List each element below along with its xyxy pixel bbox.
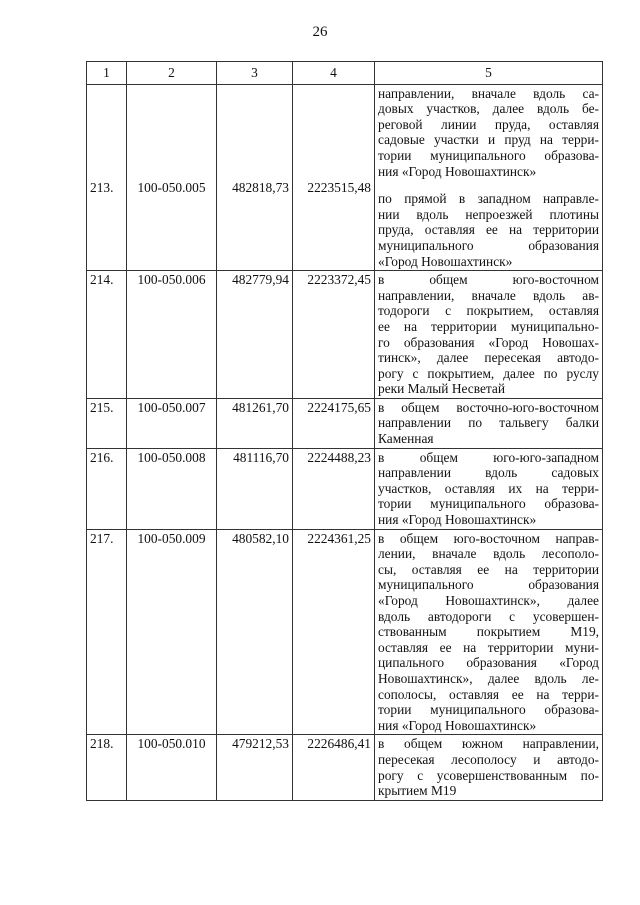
description-line: вдоль автодороги с усовершен- <box>378 608 599 624</box>
description-line: тории муниципального образова- <box>378 702 599 718</box>
table-header-row <box>87 62 603 85</box>
row-number: 213. <box>90 179 114 195</box>
description-line: ния «Город Новошахтинск» <box>378 163 537 179</box>
row-number: 214. <box>90 272 114 288</box>
page-number: 26 <box>312 24 328 40</box>
x-coordinate-cell <box>217 735 293 800</box>
description-line: в общем юго-юго-западном <box>378 449 599 465</box>
description-cell <box>375 735 603 800</box>
row-number-cell <box>87 735 127 800</box>
x-coordinate: 481261,70 <box>232 399 289 415</box>
row-number: 217. <box>90 530 114 546</box>
row-description <box>378 272 599 397</box>
description-line: направлении вдоль садовых <box>378 465 599 481</box>
row-number-cell <box>87 448 127 529</box>
row-description <box>378 736 599 798</box>
description-line: довых участков, далее вдоль бе- <box>378 101 599 117</box>
point-code-cell <box>127 398 217 448</box>
point-code-cell <box>127 735 217 800</box>
description-line: пруда, оставляя ее на территории <box>378 222 599 238</box>
description-line: направлении, вначале вдоль са- <box>378 85 599 101</box>
y-coordinate: 2224175,65 <box>307 399 371 415</box>
description-cell <box>375 529 603 735</box>
boundary-table <box>86 61 603 801</box>
y-coordinate: 2224488,23 <box>307 449 371 465</box>
point-code: 100-050.007 <box>137 399 206 415</box>
point-code: 100-050.010 <box>137 736 206 752</box>
x-coordinate-cell <box>217 398 293 448</box>
description-line: по прямой в западном направле- <box>378 191 599 207</box>
point-code-cell <box>127 84 217 271</box>
description-line: муниципального образования <box>378 237 599 253</box>
row-number-cell <box>87 398 127 448</box>
description-line: тодороги с покрытием, оставляя <box>378 303 599 319</box>
description-line: сы, оставляя ее на территории <box>378 561 599 577</box>
description-line: ствованным покрытием М19, <box>378 624 599 640</box>
header-col-5: 5 <box>375 62 603 85</box>
x-coordinate: 480582,10 <box>232 530 289 546</box>
continuation-description <box>378 86 599 180</box>
description-line: ципального образования «Город <box>378 655 599 671</box>
description-line: тинск», далее пересекая автодо- <box>378 350 599 366</box>
description-line: лении, вначале вдоль лесополо- <box>378 546 599 562</box>
description-line: тории муниципального образова- <box>378 496 599 512</box>
description-line: нии вдоль непроезжей плотины <box>378 206 599 222</box>
description-line: ее на территории муниципально- <box>378 318 599 334</box>
row-number: 215. <box>90 399 114 415</box>
description-line: реки Малый Несветай <box>378 381 506 397</box>
description-line: рогу с покрытием, далее по руслу <box>378 365 599 381</box>
description-line: в общем восточно-юго-восточном <box>378 399 599 415</box>
x-coordinate: 482779,94 <box>232 272 289 288</box>
point-code-cell <box>127 529 217 735</box>
table-row <box>87 84 603 271</box>
y-coordinate-cell <box>293 271 375 399</box>
row-description <box>378 531 599 734</box>
row-description <box>378 450 599 528</box>
description-line: садовые участки и пруд на терри- <box>378 132 599 148</box>
header-col-2: 2 <box>127 62 217 85</box>
x-coordinate-cell <box>217 84 293 271</box>
table-row <box>87 398 603 448</box>
x-coordinate-cell <box>217 271 293 399</box>
y-coordinate: 2223372,45 <box>307 272 371 288</box>
row-number: 218. <box>90 736 114 752</box>
description-cell <box>375 271 603 399</box>
y-coordinate: 2226486,41 <box>307 736 371 752</box>
x-coordinate: 482818,73 <box>232 179 289 195</box>
description-cell <box>375 398 603 448</box>
point-code-cell <box>127 271 217 399</box>
description-line: ния «Город Новошахтинск» <box>378 512 537 528</box>
table-row <box>87 448 603 529</box>
description-line: оставляя ее на территории муни- <box>378 639 599 655</box>
description-line: участков, оставляя их на терри- <box>378 480 599 496</box>
point-code: 100-050.008 <box>137 449 206 465</box>
description-line: Новошахтинск», далее вдоль ле- <box>378 670 599 686</box>
description-line: рогу с усовершенствованным по- <box>378 767 599 783</box>
y-coordinate-cell <box>293 398 375 448</box>
description-line: пересекая лесополосу и автодо- <box>378 751 599 767</box>
description-line: Каменная <box>378 431 434 447</box>
y-coordinate-cell <box>293 84 375 271</box>
description-line: «Город Новошахтинск», далее <box>378 593 599 608</box>
table-row <box>87 271 603 399</box>
row-description <box>378 400 599 447</box>
x-coordinate: 481116,70 <box>233 449 289 465</box>
y-coordinate-cell <box>293 529 375 735</box>
header-col-4: 4 <box>293 62 375 85</box>
description-line: крытием М19 <box>378 783 457 799</box>
description-line: муниципального образования <box>378 577 599 593</box>
description-line: ния «Город Новошахтинск» <box>378 717 537 733</box>
point-code: 100-050.006 <box>137 272 206 288</box>
description-line: направлении по тальвегу балки <box>378 415 599 431</box>
row-number-cell <box>87 271 127 399</box>
description-line: направлении, вначале вдоль ав- <box>378 287 599 303</box>
header-col-3: 3 <box>217 62 293 85</box>
table-row <box>87 529 603 735</box>
x-coordinate-cell <box>217 448 293 529</box>
description-line: в общем южном направлении, <box>378 736 599 752</box>
point-code-cell <box>127 448 217 529</box>
header-col-1: 1 <box>87 62 127 85</box>
description-cell <box>375 448 603 529</box>
y-coordinate-cell <box>293 735 375 800</box>
y-coordinate: 2223515,48 <box>307 179 371 195</box>
row-number-cell <box>87 84 127 271</box>
description-cell <box>375 84 603 271</box>
point-code: 100-050.009 <box>137 530 206 546</box>
description-line: реговой линии пруда, оставляя <box>378 116 599 132</box>
description-line: сополосы, оставляя ее на терри- <box>378 686 599 702</box>
table-row <box>87 735 603 800</box>
point-code: 100-050.005 <box>137 179 206 195</box>
description-line: в общем юго-восточном <box>378 272 599 288</box>
description-line: «Город Новошахтинск» <box>378 253 513 269</box>
y-coordinate-cell <box>293 448 375 529</box>
x-coordinate: 479212,53 <box>232 736 289 752</box>
x-coordinate-cell <box>217 529 293 735</box>
description-line: го образования «Город Новошах- <box>378 334 599 350</box>
row-number: 216. <box>90 449 114 465</box>
description-line: тории муниципального образова- <box>378 147 599 163</box>
row-description <box>378 191 599 269</box>
y-coordinate: 2224361,25 <box>307 530 371 546</box>
row-number-cell <box>87 529 127 735</box>
description-line: в общем юго-восточном направ- <box>378 530 599 546</box>
